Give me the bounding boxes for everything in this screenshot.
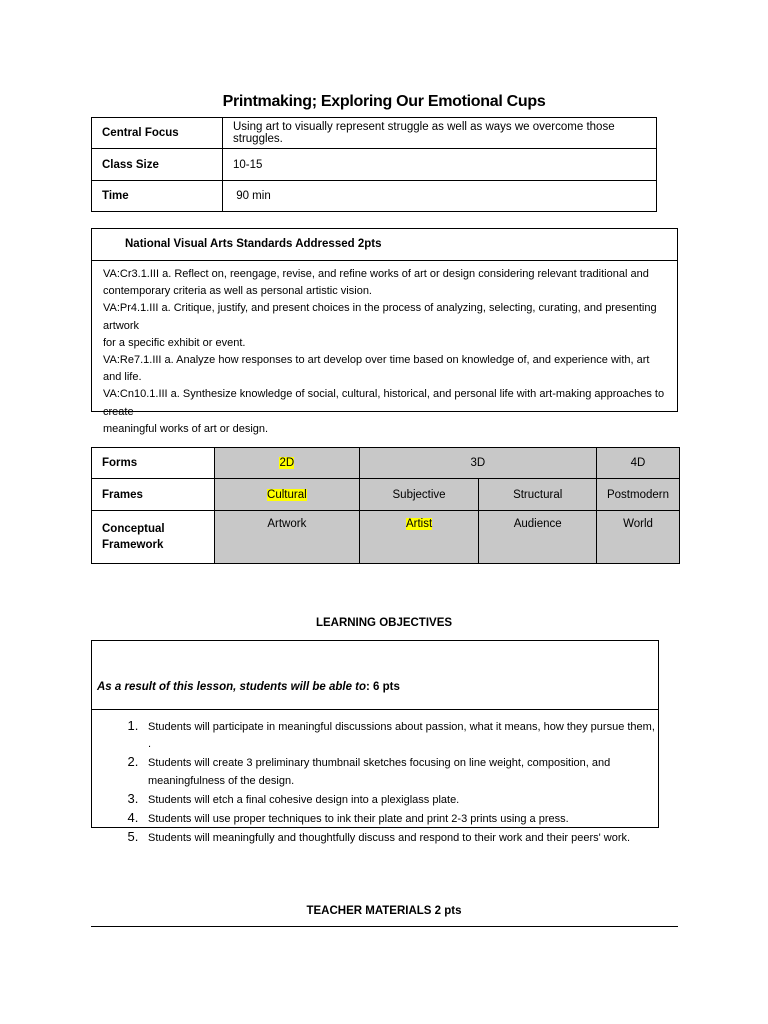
conceptual-cell xyxy=(596,511,679,564)
standards-line: contemporary criteria as well as personal artistic vision. xyxy=(103,285,372,298)
form-3d: 3D xyxy=(470,457,486,469)
standards-line: and life. xyxy=(103,371,142,384)
class-size-label: Class Size xyxy=(92,149,223,181)
frame-subjective: Subjective xyxy=(392,488,446,501)
frame-cell xyxy=(596,479,679,511)
standards-body xyxy=(92,261,677,438)
forms-label: Forms xyxy=(92,448,215,479)
form-cell-2d xyxy=(214,448,359,479)
frame-cell xyxy=(479,479,597,511)
section-divider xyxy=(91,926,678,927)
standards-box xyxy=(91,228,678,435)
class-size-value: 10-15 xyxy=(223,149,657,181)
conceptual-artist: Artist xyxy=(405,518,433,530)
page-title: Printmaking; Exploring Our Emotional Cups xyxy=(222,93,546,110)
frames-label: Frames xyxy=(92,479,215,511)
frame-postmodern: Postmodern xyxy=(606,488,669,501)
list-item: 5. Students will meaningfully and thoughtfully discuss and respond to their work and their peers' work. xyxy=(142,828,658,847)
prompt-text: As a result of this lesson, students will be able to xyxy=(97,681,367,693)
conceptual-cell xyxy=(214,511,359,564)
conceptual-artwork: Artwork xyxy=(267,518,307,530)
teacher-materials-title: TEACHER MATERIALS 2 pts xyxy=(306,905,462,917)
table-row xyxy=(92,479,680,511)
table-row xyxy=(92,448,680,479)
learning-objectives-prompt xyxy=(92,641,658,710)
standards-line: meaningful works of art or design. xyxy=(103,422,269,435)
list-item: 4. Students will use proper techniques to ink their plate and print 2-3 prints using a press. xyxy=(142,809,658,828)
learning-objectives-title: LEARNING OBJECTIVES xyxy=(315,617,453,629)
prompt-points: : 6 pts xyxy=(366,681,400,693)
form-4d: 4D xyxy=(630,457,646,469)
standards-line: VA:Re7.1.III a. Analyze how responses to art develop over time based on knowledge of, and experience with, art xyxy=(103,354,650,367)
frame-cell xyxy=(214,479,359,511)
central-focus-label: Central Focus xyxy=(92,118,223,149)
table-row xyxy=(92,181,657,212)
objectives-list xyxy=(92,717,658,847)
frame-cultural: Cultural xyxy=(267,488,307,501)
learning-objectives-box xyxy=(91,640,659,845)
standards-line: for a specific exhibit or event. xyxy=(103,336,246,349)
list-item: 2. Students will create 3 preliminary thumbnail sketches focusing on line weight, composition, and meaningfulness of the design. xyxy=(142,753,658,789)
list-item: 1. Students will participate in meaningful discussions about passion, what it means, how they pursue them, . xyxy=(142,717,658,753)
lesson-info-table xyxy=(91,117,657,212)
form-2d: 2D xyxy=(279,457,295,469)
standards-line: VA:Cr3.1.III a. Reflect on, reengage, revise, and refine works of art or design considering relevant traditional and xyxy=(103,268,649,280)
table-row xyxy=(92,118,657,149)
time-label: Time xyxy=(92,181,223,212)
frame-structural: Structural xyxy=(513,488,563,501)
conceptual-cell xyxy=(359,511,479,564)
conceptual-framework-label: Conceptual Framework xyxy=(92,511,215,564)
table-row xyxy=(92,149,657,181)
standards-line: VA:Cn10.1.III a. Synthesize knowledge of social, cultural, historical, and personal life with art-making approaches to create xyxy=(103,388,665,418)
standards-heading: National Visual Arts Standards Addressed 2pts xyxy=(92,229,677,261)
forms-frames-table xyxy=(91,447,680,564)
table-row xyxy=(92,511,680,564)
conceptual-audience: Audience xyxy=(513,518,562,530)
conceptual-world: World xyxy=(623,518,653,530)
form-cell-4d xyxy=(596,448,679,479)
form-cell-3d xyxy=(359,448,596,479)
list-item: 3. Students will etch a final cohesive design into a plexiglass plate. xyxy=(142,790,658,809)
central-focus-value: Using art to visually represent struggle as well as ways we overcome those struggles. xyxy=(223,118,657,149)
standards-line: VA:Pr4.1.III a. Critique, justify, and present choices in the process of analyzing, selecting, curating, and presenting artwork xyxy=(103,302,657,332)
conceptual-cell xyxy=(479,511,597,564)
frame-cell xyxy=(359,479,479,511)
time-value: 90 min xyxy=(223,181,657,212)
